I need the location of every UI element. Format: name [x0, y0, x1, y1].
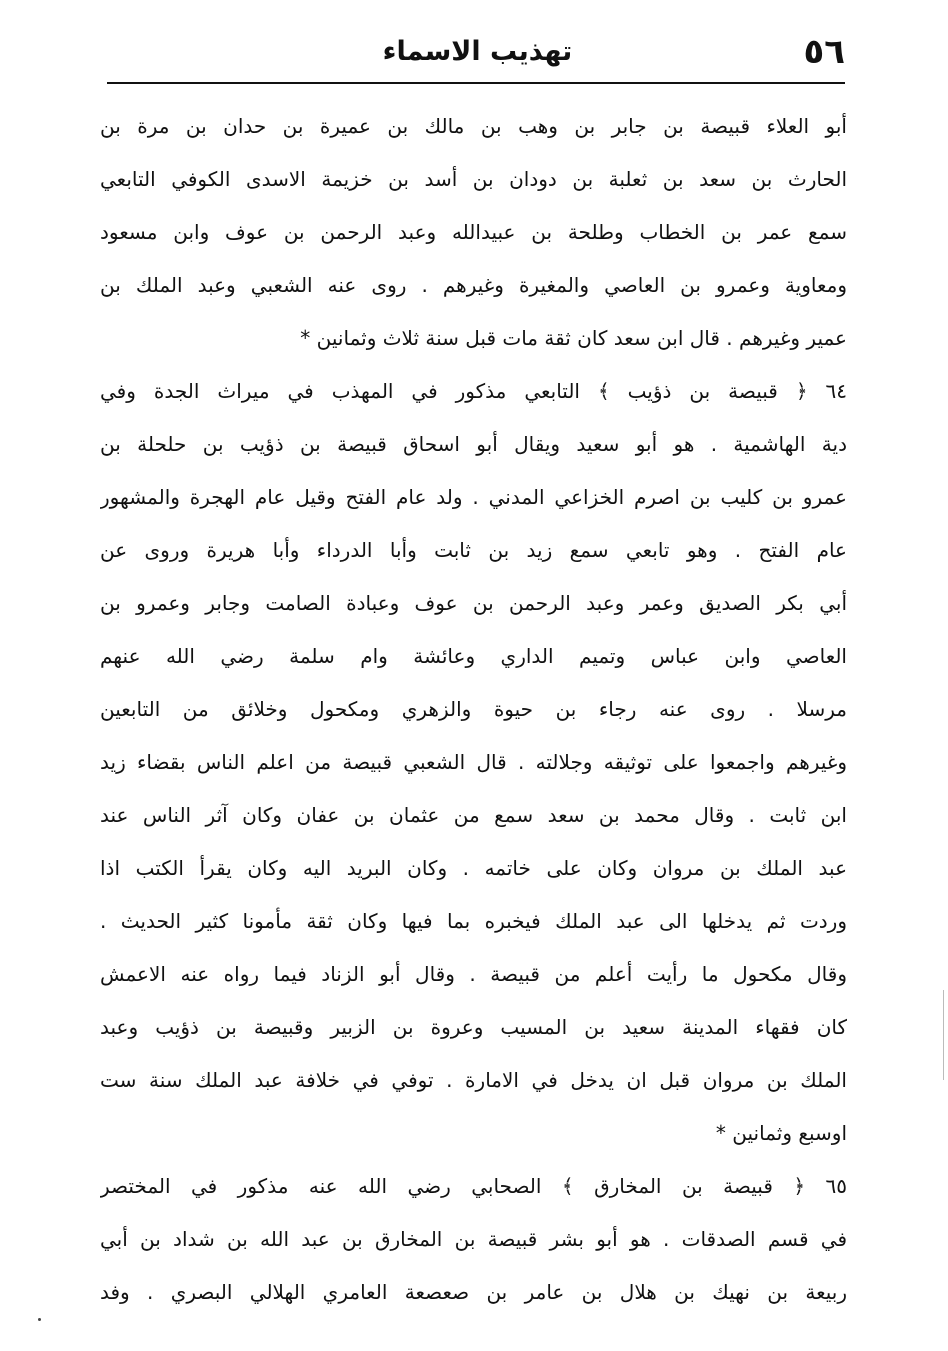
text-line: وغيرهم واجمعوا على توثيقه وجلالته . قال الشعبي قبيصة من اعلم الناس بقضاء زيد [100, 750, 847, 774]
text-line: ربيعة بن نهيك بن هلال بن عامر بن صعصعة العامري الهلالي البصري . وفد [100, 1280, 847, 1304]
scan-edge-shadow [943, 990, 944, 1080]
text-line: عمير وغيرهم . قال ابن سعد كان ثقة مات قبل سنة ثلاث وثمانين * [300, 326, 847, 350]
text-line: الحارث بن سعد بن ثعلبة بن دودان بن أسد بن خزيمة الاسدى الكوفي التابعي [100, 167, 847, 191]
text-line: مرسلا . روى عنه رجاء بن حيوة والزهري ومكحول وخلائق من التابعين [100, 697, 847, 721]
header-rule [107, 82, 845, 84]
text-line: العاصي وابن عباس وتميم الداري وعائشة وام سلمة رضي الله عنهم [100, 644, 847, 668]
running-title: تهذيب الاسماء [382, 36, 573, 67]
text-line: الملك بن مروان قبل ان يدخل في الامارة . توفي في خلافة عبد الملك سنة ست [100, 1068, 847, 1092]
text-line: اوسبع وثمانين * [715, 1121, 847, 1145]
text-line: أبو العلاء قبيصة بن جابر بن وهب بن مالك بن عميرة بن حدان بن مرة بن [100, 114, 847, 138]
page-number: ٥٦ [803, 32, 845, 72]
entry-64-heading-line: ٦٤ ﴿ قبيصة بن ذؤيب ﴾ التابعي مذكور في المهذب في ميراث الجدة وفي [100, 379, 847, 403]
text-line: كان فقهاء المدينة سعيد بن المسيب وعروة بن الزبير وقبيصة بن ذؤيب وعبد [100, 1015, 847, 1039]
text-line: عبد الملك بن مروان وكان على خاتمه . وكان البريد اليه وكان يقرأ الكتب اذا [100, 856, 847, 880]
text-line: ابن ثابت . وقال محمد بن سعد سمع من عثمان بن عفان وكان آثر الناس عند [100, 803, 847, 827]
text-line: وردت ثم يدخلها الى عبد الملك فيخبره بما فيها وكان ثقة مأمونا كثير الحديث . [100, 909, 847, 933]
scan-speck [38, 1318, 41, 1321]
text-line: دية الهاشمية . هو أبو سعيد ويقال أبو اسحاق قبيصة بن ذؤيب بن حلحلة بن [100, 432, 847, 456]
text-line: وقال مكحول ما رأيت أعلم من قبيصة . وقال أبو الزناد فيما رواه عنه الاعمش [100, 962, 847, 986]
entry-65-heading-line: ٦٥ ﴿ قبيصة بن المخارق ﴾ الصحابي رضي الله عنه مذكور في المختصر [100, 1174, 847, 1198]
text-line: عمرو بن كليب بن اصرم الخزاعي المدني . ولد عام الفتح وقيل عام الهجرة والمشهور [100, 485, 847, 509]
text-line: أبي بكر الصديق وعمر وعبد الرحمن بن عوف وعبادة الصامت وجابر وعمرو بن [100, 591, 847, 615]
text-line: في قسم الصدقات . هو أبو بشر قبيصة بن المخارق بن عبد الله بن شداد بن أبي [100, 1227, 847, 1251]
text-line: سمع عمر بن الخطاب وطلحة بن عبيدالله وعبد الرحمن بن عوف وابن مسعود [100, 220, 847, 244]
text-line: ومعاوية وعمرو بن العاصي والمغيرة وغيرهم . روى عنه الشعبي وعبد الملك بن [100, 273, 847, 297]
text-line: عام الفتح . وهو تابعي سمع زيد بن ثابت وأبا الدرداء وأبا هريرة وروى عن [100, 538, 847, 562]
body-text [100, 100, 847, 1319]
page-header [110, 30, 845, 78]
